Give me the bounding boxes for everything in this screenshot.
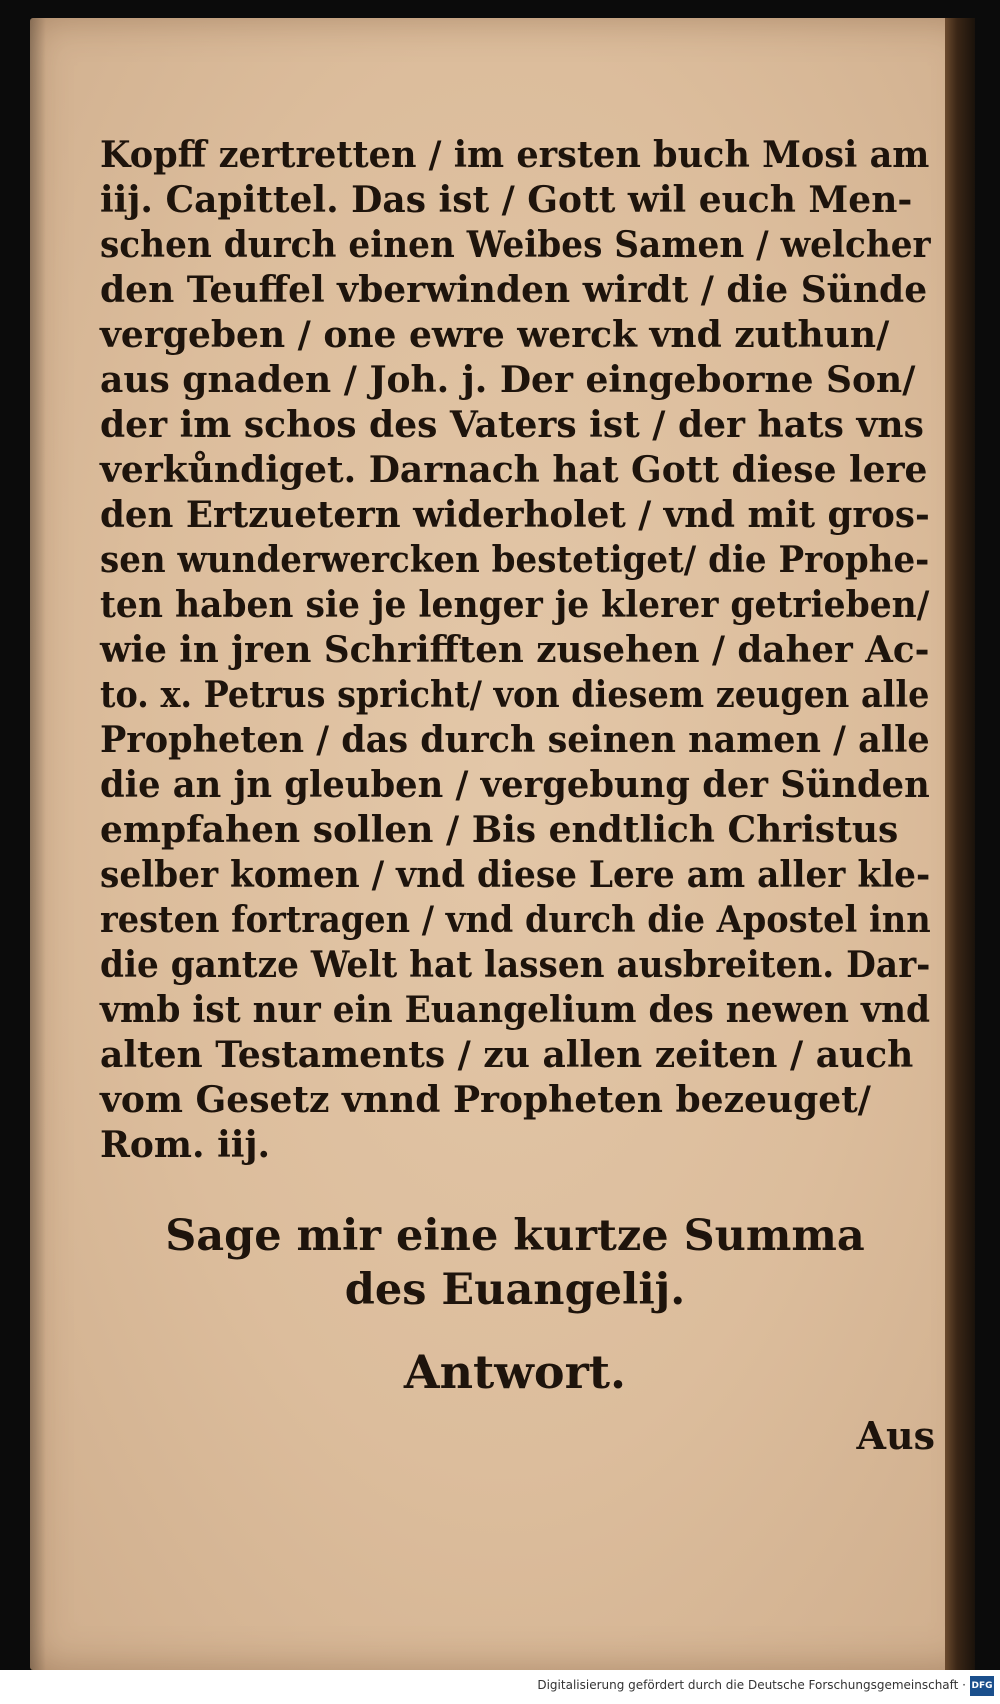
text-line: resten fortragen / vnd durch die Apostel inn [100,899,931,941]
text-line: wie in jren Schrifften zusehen / daher Ac- [100,629,930,671]
dfg-logo: DFG [970,1676,994,1696]
answer-heading: Antwort. [403,1345,627,1399]
text-line: Rom. iij. [100,1124,270,1166]
text-line: sen wunderwercken bestetiget/ die Prophe- [100,539,930,581]
text-line: selber komen / vnd diese Lere am aller kle- [100,854,931,896]
section-heading-line-1: Sage mir eine kurtze Summa [165,1211,865,1261]
text-line: den Teuffel vberwinden wirdt / die Sünde [100,269,928,311]
book-spine-edge [945,18,975,1670]
text-line: aus gnaden / Joh. j. Der eingeborne Son/ [100,359,916,401]
text-line: Kopff zertretten / im ersten buch Mosi am [100,134,930,176]
text-line: ten haben sie je lenger je klerer getrieben/ [100,584,930,626]
text-line: vom Gesetz vnnd Propheten bezeuget/ [100,1079,871,1121]
text-line: to. x. Petrus spricht/ von diesem zeugen alle [100,674,930,716]
text-line: den Ertzuetern widerholet / vnd mit gros- [100,494,930,536]
text-line: die gantze Welt hat lassen ausbreiten. Dar- [100,944,931,986]
text-line: iij. Capittel. Das ist / Gott wil euch Men- [100,179,913,221]
text-line: der im schos des Vaters ist / der hats vns [100,404,924,446]
section-heading-line-2: des Euangelij. [344,1265,686,1315]
text-line: vmb ist nur ein Euangelium des newen vnd [100,989,931,1031]
text-line: die an jn gleuben / vergebung der Sünden [100,764,930,806]
catchword: Aus [856,1413,935,1458]
text-line: Propheten / das durch seinen namen / alle [100,719,930,761]
text-line: verkůndiget. Darnach hat Gott diese lere [100,449,928,491]
text-line: vergeben / one ewre werck vnd zuthun/ [100,314,890,356]
text-line: empfahen sollen / Bis endtlich Christus [100,809,899,851]
page-fold-shadow [30,18,46,1670]
funding-credit: Digitalisierung gefördert durch die Deutsche Forschungsgemeinschaft · [537,1678,966,1692]
digitization-footer [0,1670,1000,1704]
text-line: alten Testaments / zu allen zeiten / auch [100,1034,914,1076]
text-line: schen durch einen Weibes Samen / welcher [100,224,931,266]
body-text [100,133,930,1168]
